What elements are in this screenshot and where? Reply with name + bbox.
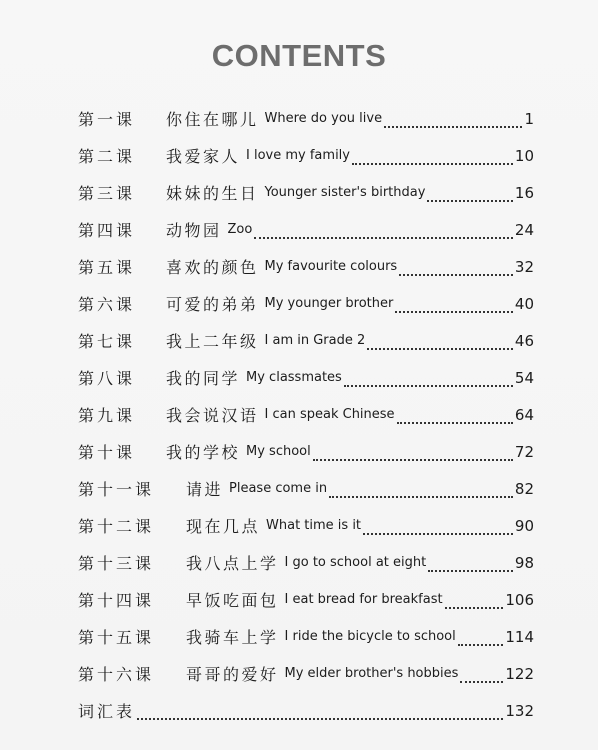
lesson-number: 第十四课 [78, 591, 155, 610]
toc-entry [78, 507, 534, 544]
lesson-title-english: Younger sister's birthday [264, 185, 426, 200]
lesson-title-chinese: 喜欢的颜色 [166, 258, 259, 277]
contents-title: CONTENTS [211, 38, 387, 73]
dot-leader [399, 262, 513, 276]
toc-entry [78, 544, 534, 581]
page-number: 122 [505, 664, 534, 683]
lesson-title-english: My classmates [246, 370, 342, 385]
dot-leader [137, 706, 503, 720]
lesson-title-english: I can speak Chinese [264, 407, 395, 422]
lesson-title-english: What time is it [266, 518, 362, 533]
dot-leader [428, 558, 513, 572]
lesson-title-english: I am in Grade 2 [264, 333, 366, 348]
lesson-title-chinese: 动物园 [166, 221, 222, 240]
toc-entry [78, 248, 534, 285]
lesson-number: 第四课 [78, 221, 136, 240]
lesson-title-chinese: 我的学校 [166, 443, 241, 462]
dot-leader [397, 410, 513, 424]
lesson-title-english: I love my family [246, 148, 350, 163]
page-number: 72 [514, 442, 534, 461]
dot-leader [395, 299, 513, 313]
toc-entry [78, 581, 534, 618]
dot-leader [254, 225, 513, 239]
toc-entry [78, 322, 534, 359]
lesson-title-chinese: 可爱的弟弟 [166, 295, 259, 314]
lesson-title-chinese: 你住在哪儿 [166, 110, 259, 129]
lesson-title-chinese: 请进 [186, 480, 224, 499]
toc-entry [78, 655, 534, 692]
table-of-contents [78, 100, 534, 729]
page-number: 54 [514, 368, 534, 387]
dot-leader [445, 595, 504, 609]
toc-entry [78, 137, 534, 174]
page-number: 64 [514, 405, 534, 424]
lesson-number: 第三课 [78, 184, 136, 203]
lesson-title-chinese: 我爱家人 [166, 147, 241, 166]
toc-entry [78, 285, 534, 322]
dot-leader [427, 188, 512, 202]
lesson-title-english: My favourite colours [264, 259, 398, 274]
lesson-number: 第二课 [78, 147, 136, 166]
toc-entry [78, 396, 534, 433]
toc-entry-glossary [78, 692, 534, 729]
page-number: 82 [514, 479, 534, 498]
page-number: 16 [514, 183, 534, 202]
lesson-title-english: I ride the bicycle to school [284, 629, 456, 644]
page-number: 90 [514, 516, 534, 535]
toc-entry [78, 100, 534, 137]
lesson-title-english: Please come in [229, 481, 328, 496]
lesson-title-english: My younger brother [264, 296, 394, 311]
dot-leader [313, 447, 513, 461]
lesson-title-english: Zoo [227, 222, 253, 237]
lesson-title-chinese: 妹妹的生日 [166, 184, 259, 203]
lesson-number: 第十三课 [78, 554, 155, 573]
glossary-label: 词汇表 [78, 702, 136, 721]
lesson-number: 第五课 [78, 258, 136, 277]
lesson-title-chinese: 我上二年级 [166, 332, 259, 351]
toc-entry [78, 359, 534, 396]
lesson-title-chinese: 我的同学 [166, 369, 241, 388]
dot-leader [458, 632, 504, 646]
lesson-title-english: My elder brother's hobbies [284, 666, 459, 681]
toc-entry [78, 470, 534, 507]
lesson-number: 第十六课 [78, 665, 155, 684]
lesson-title-english: I go to school at eight [284, 555, 427, 570]
dot-leader [363, 521, 513, 535]
page-number: 106 [505, 590, 534, 609]
page-number: 132 [505, 701, 534, 720]
lesson-number: 第八课 [78, 369, 136, 388]
toc-entry [78, 433, 534, 470]
dot-leader [352, 151, 513, 165]
toc-entry [78, 174, 534, 211]
dot-leader [344, 373, 513, 387]
page-number: 10 [514, 146, 534, 165]
lesson-title-chinese: 我八点上学 [186, 554, 279, 573]
dot-leader [384, 114, 522, 128]
lesson-title-english: My school [246, 444, 311, 459]
lesson-number: 第十课 [78, 443, 136, 462]
page-number: 1 [524, 109, 534, 128]
lesson-number: 第十一课 [78, 480, 155, 499]
lesson-title-chinese: 我骑车上学 [186, 628, 279, 647]
lesson-title-chinese: 早饭吃面包 [186, 591, 279, 610]
lesson-number: 第十五课 [78, 628, 155, 647]
lesson-number: 第七课 [78, 332, 136, 351]
toc-entry [78, 618, 534, 655]
page-number: 46 [514, 331, 534, 350]
lesson-number: 第九课 [78, 406, 136, 425]
lesson-number: 第一课 [78, 110, 136, 129]
lesson-title-english: I eat bread for breakfast [284, 592, 443, 607]
dot-leader [329, 484, 513, 498]
toc-entry [78, 211, 534, 248]
page-number: 40 [514, 294, 534, 313]
lesson-title-english: Where do you live [264, 111, 383, 126]
dot-leader [367, 336, 513, 350]
page-number: 32 [514, 257, 534, 276]
lesson-number: 第六课 [78, 295, 136, 314]
lesson-number: 第十二课 [78, 517, 155, 536]
page-number: 114 [505, 627, 534, 646]
lesson-title-chinese: 现在几点 [186, 517, 261, 536]
lesson-title-chinese: 哥哥的爱好 [186, 665, 279, 684]
page-number: 24 [514, 220, 534, 239]
lesson-title-chinese: 我会说汉语 [166, 406, 259, 425]
page-number: 98 [514, 553, 534, 572]
dot-leader [460, 669, 503, 683]
